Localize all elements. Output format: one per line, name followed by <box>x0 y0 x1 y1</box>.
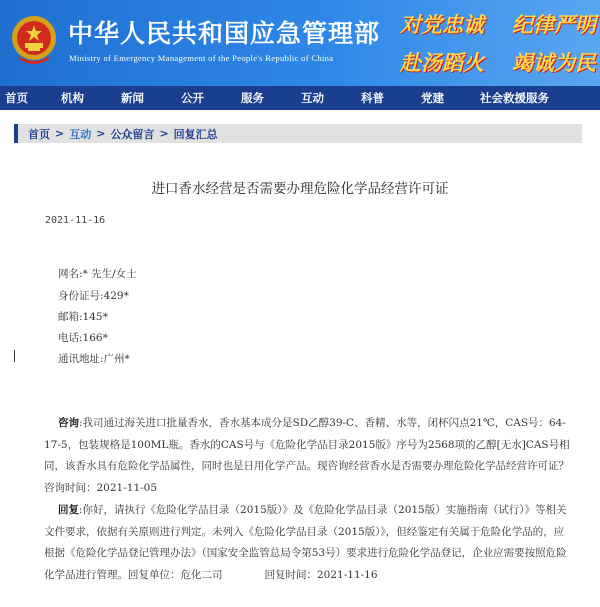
nav-item-science[interactable]: 科普 <box>361 91 384 105</box>
breadcrumb-public-messages[interactable]: 公众留言 <box>110 127 155 141</box>
slogans <box>400 10 596 78</box>
text-cursor <box>14 350 15 362</box>
nav-item-services[interactable]: 服务 <box>241 91 264 105</box>
contact-address: 通讯地址:广州* <box>58 353 130 365</box>
slogan-row <box>400 48 596 78</box>
question-paragraph <box>44 413 574 499</box>
contact-id-card: 身份证号:429* <box>58 290 129 302</box>
slogan: 赴汤蹈火 <box>400 50 484 75</box>
main-nav <box>0 86 600 110</box>
reply-text: :你好，请执行《危险化学品目录（2015版）》及《危险化学品目录（2015版）实施指南（试行）》等相关文件要求，依据有关原则进行判定。未列入《危险化学品目录（2015版）》，但经鉴定有关属于危险化学品的，应根据《危险化学品登记管理办法》（国家安全监管总局令第53号）要求进行危险化学品登记，企业应需要按照危险化学品进行管理。回复单位：危化二司 回复时间：2021-11-16 <box>44 504 567 581</box>
breadcrumb-home[interactable]: 首页 <box>28 127 50 141</box>
breadcrumb-separator: > <box>55 127 65 140</box>
site-header <box>0 0 600 86</box>
nav-item-rescue[interactable]: 社会救援服务 <box>480 91 549 105</box>
breadcrumb-reply-summary[interactable]: 回复汇总 <box>173 127 218 141</box>
slogan: 纪律严明 <box>512 12 596 37</box>
slogan: 对党忠诚 <box>400 12 484 37</box>
nav-item-party[interactable]: 党建 <box>421 91 444 105</box>
question-label: 咨询 <box>58 417 79 429</box>
slogan-row <box>400 10 596 40</box>
question-text: :我司通过海关进口批量香水，香水基本成分是SD乙醇39-C、香精、水等，闭杯闪点21℃，CAS号：64-17-5，包装规格是100ML瓶。香水的CAS号与《危险化学品目录2015版》序号为2568项的乙醇[无水]CAS号相同，该香水具有危险化学品属性，同时也是日用化学产品。现咨询经营香水是否需要办理危险化学品经营许可证？咨询时间：2021-11-05 <box>44 417 570 494</box>
nav-item-public[interactable]: 公开 <box>181 91 204 105</box>
site-subtitle: Ministry of Emergency Management of the People's Republic of China <box>69 53 334 63</box>
breadcrumb <box>14 124 582 143</box>
breadcrumb-separator: > <box>159 127 169 140</box>
article-title: 进口香水经营是否需要办理危险化学品经营许可证 <box>151 181 449 197</box>
national-emblem-icon <box>10 12 58 68</box>
breadcrumb-interaction[interactable]: 互动 <box>69 127 92 141</box>
nav-item-news[interactable]: 新闻 <box>121 91 144 105</box>
contact-name: 网名:* 先生/女士 <box>58 268 137 280</box>
article-date: 2021-11-16 <box>45 215 106 226</box>
site-title: 中华人民共和国应急管理部 <box>68 19 381 48</box>
nav-item-home[interactable]: 首页 <box>5 91 28 105</box>
breadcrumb-separator: > <box>96 127 106 140</box>
nav-item-interaction[interactable]: 互动 <box>301 91 324 105</box>
contact-email: 邮箱:145* <box>58 311 108 323</box>
nav-item-organization[interactable]: 机构 <box>61 91 84 105</box>
reply-label: 回复 <box>58 504 79 516</box>
reply-paragraph <box>44 500 574 586</box>
slogan: 竭诚为民 <box>512 50 596 75</box>
contact-phone: 电话:166* <box>58 332 108 344</box>
